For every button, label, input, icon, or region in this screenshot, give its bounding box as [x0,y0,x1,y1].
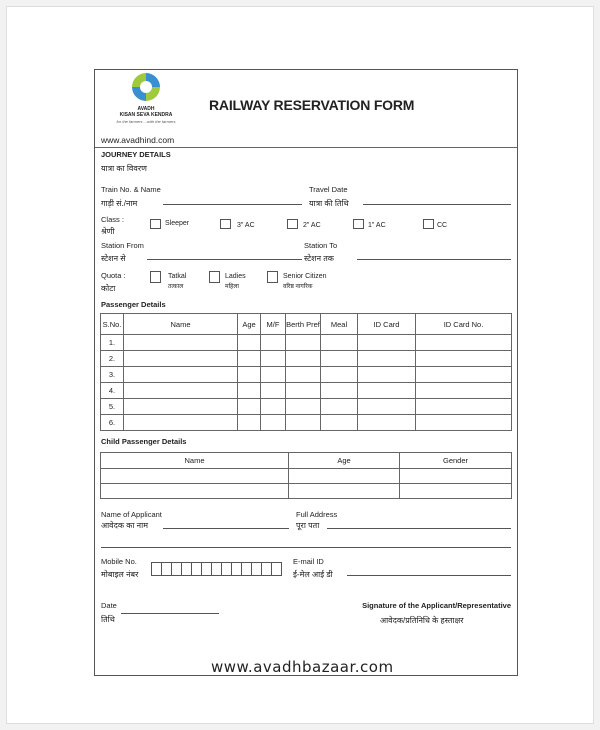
mobile-label: Mobile No. [101,557,137,566]
passenger-table [100,313,512,431]
cell-id-card[interactable] [358,383,416,399]
mobile-label-hi: मोबाइल नंबर [101,570,139,579]
child-cell-gender[interactable] [400,484,512,499]
address-label: Full Address [296,510,338,519]
child-cell-gender[interactable] [400,469,512,484]
mobile-digit-boxes[interactable] [151,562,281,576]
col-id-card-no: ID Card No. [416,314,512,335]
cell-mf[interactable] [261,383,286,399]
cell-berth[interactable] [286,351,321,367]
reservation-form [94,69,518,676]
cell-id-card-no[interactable] [416,399,512,415]
cell-age[interactable] [238,351,261,367]
col-id-card: ID Card [358,314,416,335]
cell-mf[interactable] [261,415,286,431]
table-row [101,415,512,431]
station-from-label-hi: स्टेशन से [101,254,126,263]
email-input-line[interactable] [347,575,511,576]
cell-name[interactable] [124,383,238,399]
class-label-hi: श्रेणी [101,227,115,236]
station-to-input-line[interactable] [357,259,511,260]
signature-label: Signature of the Applicant/Representative [362,601,511,610]
journey-heading-hi: यात्रा का विवरण [101,164,147,173]
cell-age[interactable] [238,367,261,383]
cell-id-card[interactable] [358,415,416,431]
row-number: 2. [101,351,124,367]
cell-berth[interactable] [286,335,321,351]
child-col-gender: Gender [400,453,512,469]
applicant-name-input-line[interactable] [163,528,289,529]
logo-tagline: for the farmers ...with the farmers [116,119,176,124]
col-age: Age [238,314,261,335]
col-name: Name [124,314,238,335]
class-cc-checkbox[interactable] [423,219,434,229]
class-1ac-label: 1" AC [368,222,386,229]
col-berth-pref: Berth Pref [286,314,321,335]
address-input-line-2[interactable] [101,547,511,548]
class-cc-label: CC [437,222,448,229]
travel-date-label: Travel Date [309,185,348,194]
divider [95,147,517,148]
date-label-hi: तिथि [101,615,115,624]
child-col-name: Name [101,453,289,469]
quota-ladies-checkbox[interactable] [209,271,220,283]
quota-label-hi: कोटा [101,284,116,293]
mobile-digit-box[interactable] [271,562,282,576]
quota-senior-label-hi: वरिष्ठ नागरिक [283,284,313,290]
train-input-line[interactable] [163,204,302,205]
date-input-line[interactable] [121,613,219,614]
cell-id-card-no[interactable] [416,367,512,383]
child-cell-name[interactable] [101,484,289,499]
row-number: 6. [101,415,124,431]
cell-meal[interactable] [321,335,358,351]
cell-name[interactable] [124,335,238,351]
child-table [100,452,512,499]
website-link[interactable]: www.avadhind.com [101,135,175,145]
station-to-label: Station To [304,241,338,250]
cell-berth[interactable] [286,399,321,415]
cell-age[interactable] [238,383,261,399]
signature-label-hi: आवेदक/प्रतिनिधि के हस्ताक्षर [380,616,464,625]
footer-website[interactable]: www.avadhbazaar.com [211,658,394,676]
col-mf: M/F [261,314,286,335]
applicant-name-label-hi: आवेदक का नाम [101,521,148,530]
quota-tatkal-checkbox[interactable] [150,271,161,283]
cell-age[interactable] [238,415,261,431]
cell-meal[interactable] [321,367,358,383]
avadh-logo [116,73,176,135]
travel-date-input-line[interactable] [363,204,511,205]
col-meal: Meal [321,314,358,335]
address-input-line-1[interactable] [327,528,511,529]
quota-ladies-label-hi: महिला [225,284,239,290]
quota-label: Quota : [101,271,126,280]
quota-senior-checkbox[interactable] [267,271,278,283]
cell-id-card[interactable] [358,367,416,383]
date-label: Date [101,601,117,610]
cell-mf[interactable] [261,367,286,383]
train-label: Train No. & Name [101,185,161,194]
cell-age[interactable] [238,399,261,415]
cell-id-card-no[interactable] [416,383,512,399]
cell-mf[interactable] [261,399,286,415]
station-from-input-line[interactable] [147,259,302,260]
table-row [101,399,512,415]
cell-berth[interactable] [286,383,321,399]
email-label: E-mail ID [293,557,324,566]
quota-tatkal-label: Tatkal [168,273,187,280]
applicant-name-label: Name of Applicant [101,510,162,519]
cell-berth[interactable] [286,367,321,383]
cell-meal[interactable] [321,383,358,399]
cell-mf[interactable] [261,335,286,351]
class-sleeper-label: Sleeper [165,220,190,227]
cell-meal[interactable] [321,399,358,415]
station-to-label-hi: स्टेशन तक [304,254,334,263]
table-row [101,484,512,499]
cell-age[interactable] [238,335,261,351]
cell-name[interactable] [124,399,238,415]
quota-ladies-label: Ladies [225,273,246,280]
cell-meal[interactable] [321,415,358,431]
address-label-hi: पूरा पता [296,521,320,530]
cell-name[interactable] [124,367,238,383]
passenger-heading: Passenger Details [101,300,166,309]
quota-senior-label: Senior Citizen [283,273,327,280]
class-1ac-checkbox[interactable] [353,219,364,229]
logo-line2: KISAN SEVA KENDRA [119,112,173,118]
table-row [101,383,512,399]
row-number: 1. [101,335,124,351]
class-3ac-checkbox[interactable] [220,219,231,229]
journey-heading: JOURNEY DETAILS [101,150,171,159]
row-number: 3. [101,367,124,383]
logo-line1: AVADH [137,106,155,112]
child-header-row [101,453,512,469]
station-from-label: Station From [101,241,144,250]
class-3ac-label: 3" AC [237,222,255,229]
class-2ac-checkbox[interactable] [287,219,298,229]
cell-id-card-no[interactable] [416,415,512,431]
cell-id-card[interactable] [358,335,416,351]
cell-berth[interactable] [286,415,321,431]
cell-id-card-no[interactable] [416,335,512,351]
cell-id-card-no[interactable] [416,351,512,367]
child-heading: Child Passenger Details [101,437,187,446]
class-2ac-label: 2" AC [303,222,321,229]
class-label: Class : [101,215,124,224]
cell-id-card[interactable] [358,351,416,367]
train-label-hi: गाड़ी सं./नाम [101,199,138,208]
form-title: RAILWAY RESERVATION FORM [209,97,415,113]
row-number: 4. [101,383,124,399]
child-cell-age[interactable] [289,484,400,499]
cell-meal[interactable] [321,351,358,367]
child-cell-age[interactable] [289,469,400,484]
table-row [101,351,512,367]
passenger-header-row [101,314,512,335]
cell-id-card[interactable] [358,399,416,415]
travel-date-label-hi: यात्रा की तिथि [309,199,349,208]
table-row [101,469,512,484]
row-number: 5. [101,399,124,415]
table-row [101,335,512,351]
cell-mf[interactable] [261,351,286,367]
table-row [101,367,512,383]
child-col-age: Age [289,453,400,469]
class-sleeper-checkbox[interactable] [150,219,161,229]
cell-name[interactable] [124,351,238,367]
child-cell-name[interactable] [101,469,289,484]
email-label-hi: ई-मेल आई डी [293,570,333,579]
cell-name[interactable] [124,415,238,431]
col-sno: S.No. [101,314,124,335]
logo-mark-icon [132,73,160,101]
quota-tatkal-label-hi: तत्काल [168,284,184,290]
page-sheet [6,6,594,724]
